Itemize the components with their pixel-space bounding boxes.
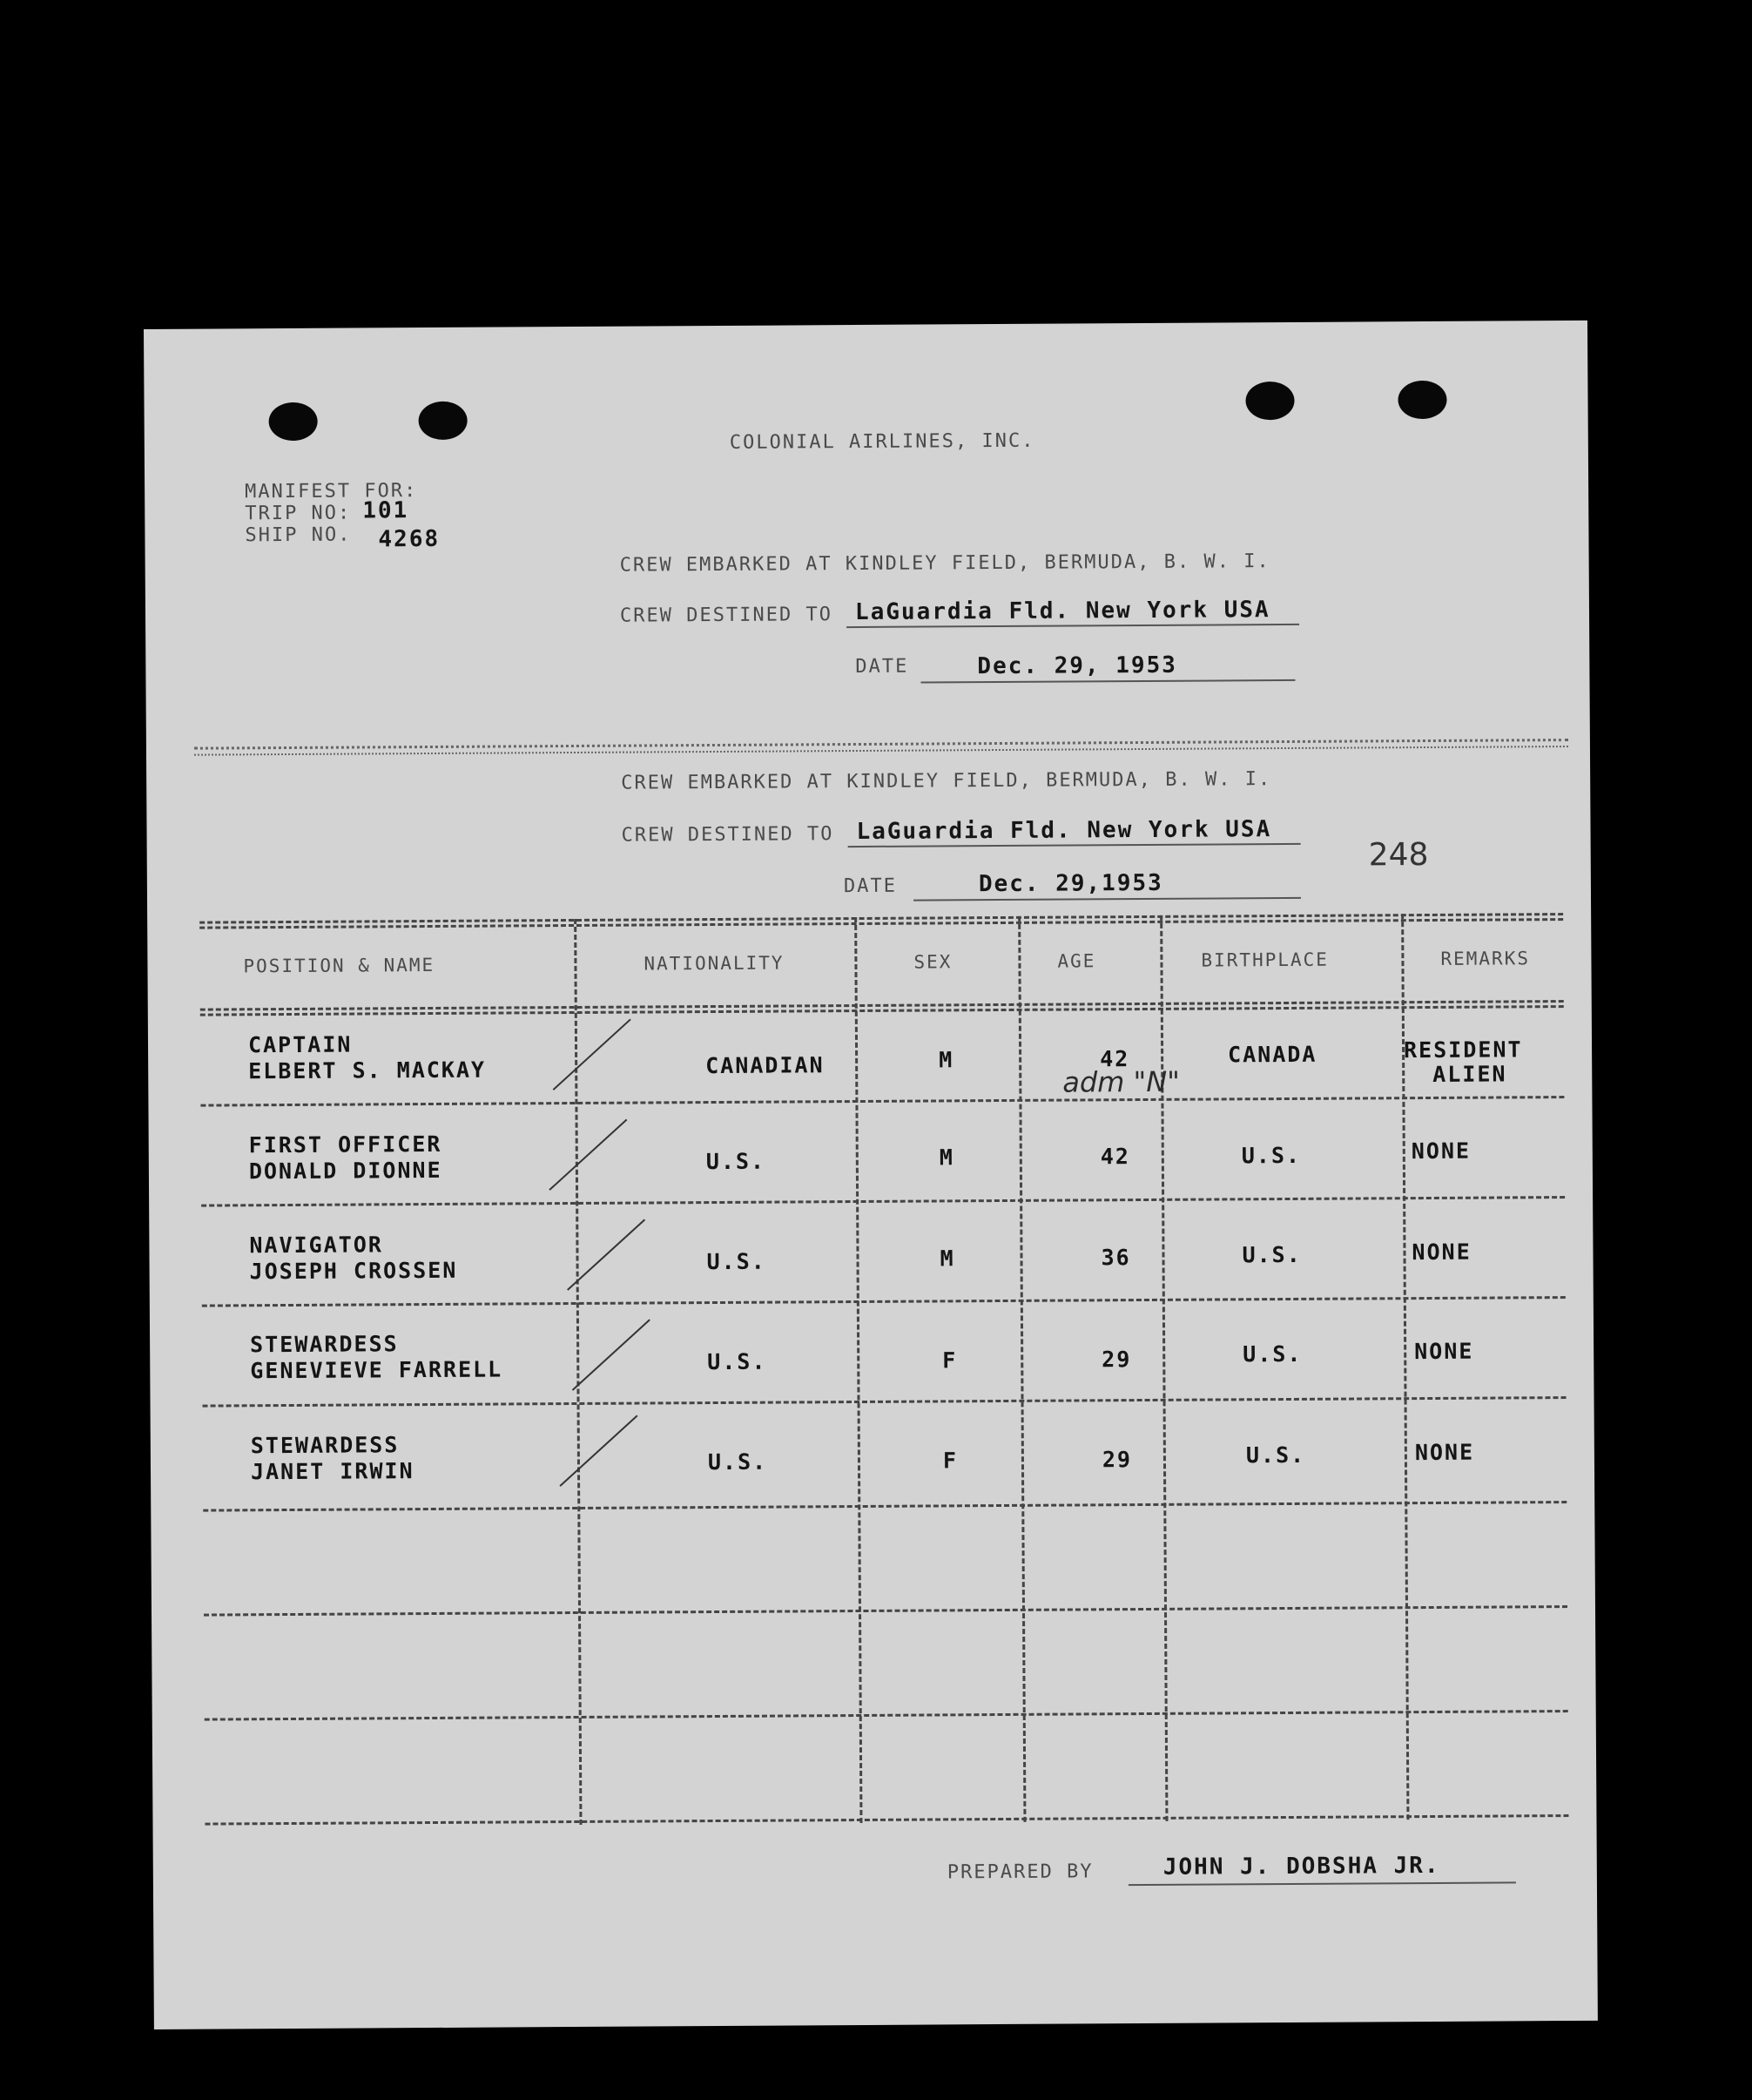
- row-age: 42: [1100, 1144, 1131, 1170]
- row-nationality: U.S.: [707, 1448, 768, 1475]
- crew-table: [199, 913, 1568, 1827]
- row-birthplace: U.S.: [1241, 1142, 1302, 1169]
- check-mark: [559, 1415, 637, 1487]
- trip-no-label: TRIP NO:: [245, 502, 352, 525]
- date-value-2: Dec. 29,1953: [978, 869, 1163, 898]
- crew-destined-value-2: LaGuardia Fld. New York USA: [856, 816, 1272, 846]
- row-nationality: CANADIAN: [705, 1052, 825, 1079]
- ship-no-label: SHIP NO.: [245, 523, 352, 547]
- row-sex: F: [942, 1347, 958, 1374]
- row-name: JOSEPH CROSSEN: [249, 1257, 458, 1285]
- header-age: AGE: [1057, 950, 1096, 972]
- company-name: COLONIAL AIRLINES, INC.: [729, 429, 1035, 454]
- check-mark: [567, 1219, 645, 1290]
- row-position: STEWARDESS: [250, 1331, 399, 1358]
- handwritten-annotation: adm "N": [1062, 1064, 1181, 1099]
- row-position: CAPTAIN: [247, 1031, 353, 1058]
- trip-no-value: 101: [362, 497, 409, 524]
- row-birthplace: U.S.: [1245, 1442, 1306, 1469]
- row-nationality: U.S.: [706, 1248, 766, 1275]
- crew-destined-label-2: CREW DESTINED TO: [621, 823, 834, 847]
- row-sex: M: [939, 1047, 954, 1073]
- punch-hole-1: [269, 402, 318, 441]
- row-remarks-line-2: ALIEN: [1432, 1061, 1507, 1087]
- crew-destined-label-1: CREW DESTINED TO: [619, 604, 833, 627]
- row-age: 29: [1102, 1347, 1132, 1373]
- row-sex: M: [940, 1246, 955, 1272]
- row-name: GENEVIEVE FARRELL: [250, 1356, 503, 1384]
- check-mark: [549, 1119, 627, 1191]
- date-label-2: DATE: [843, 874, 897, 898]
- crew-destined-value-1: LaGuardia Fld. New York USA: [854, 597, 1270, 626]
- prepared-by-label: PREPARED BY: [947, 1860, 1094, 1884]
- manifest-sheet: [144, 321, 1598, 2029]
- date-value-1: Dec. 29, 1953: [977, 652, 1177, 680]
- row-position: FIRST OFFICER: [248, 1131, 442, 1158]
- row-age: 36: [1101, 1245, 1131, 1271]
- header-remarks: REMARKS: [1440, 948, 1531, 969]
- section-separator: [194, 739, 1568, 756]
- check-mark: [553, 1019, 631, 1091]
- row-birthplace: CANADA: [1228, 1041, 1317, 1068]
- prepared-by-value: JOHN J. DOBSHA JR.: [1162, 1852, 1440, 1881]
- row-age: 42: [1100, 1046, 1130, 1072]
- row-remarks-line-1: NONE: [1412, 1239, 1472, 1266]
- header-nationality: NATIONALITY: [644, 952, 785, 975]
- row-remarks-line-1: NONE: [1411, 1138, 1472, 1165]
- punch-hole-3: [1245, 382, 1294, 420]
- row-nationality: U.S.: [707, 1348, 767, 1375]
- row-sex: M: [939, 1145, 954, 1171]
- punch-hole-4: [1398, 381, 1446, 419]
- row-name: JANET IRWIN: [250, 1458, 414, 1485]
- row-nationality: U.S.: [705, 1148, 766, 1175]
- row-name: ELBERT S. MACKAY: [248, 1057, 487, 1084]
- row-remarks-line-1: RESIDENT: [1403, 1036, 1523, 1064]
- row-remarks-line-1: NONE: [1414, 1338, 1474, 1365]
- row-birthplace: U.S.: [1243, 1340, 1303, 1367]
- page-number: 248: [1368, 836, 1429, 874]
- check-mark: [572, 1319, 650, 1390]
- row-position: NAVIGATOR: [249, 1232, 383, 1259]
- date-label-1: DATE: [855, 655, 909, 679]
- ship-no-value: 4268: [378, 525, 441, 553]
- row-name: DONALD DIONNE: [248, 1157, 442, 1185]
- row-position: STEWARDESS: [250, 1432, 400, 1459]
- punch-hole-2: [419, 402, 468, 440]
- header-sex: SEX: [913, 951, 953, 973]
- crew-embarked-1: CREW EMBARKED AT KINDLEY FIELD, BERMUDA, B. W. I.: [619, 550, 1270, 577]
- row-age: 29: [1102, 1447, 1133, 1473]
- header-birthplace: BIRTHPLACE: [1201, 949, 1329, 971]
- crew-embarked-2: CREW EMBARKED AT KINDLEY FIELD, BERMUDA, B. W. I.: [621, 768, 1272, 794]
- row-sex: F: [942, 1448, 959, 1474]
- row-birthplace: U.S.: [1242, 1241, 1302, 1268]
- header-position-name: POSITION & NAME: [243, 954, 435, 977]
- row-remarks-line-1: NONE: [1414, 1439, 1475, 1466]
- manifest-for-label: MANIFEST FOR:: [245, 480, 418, 503]
